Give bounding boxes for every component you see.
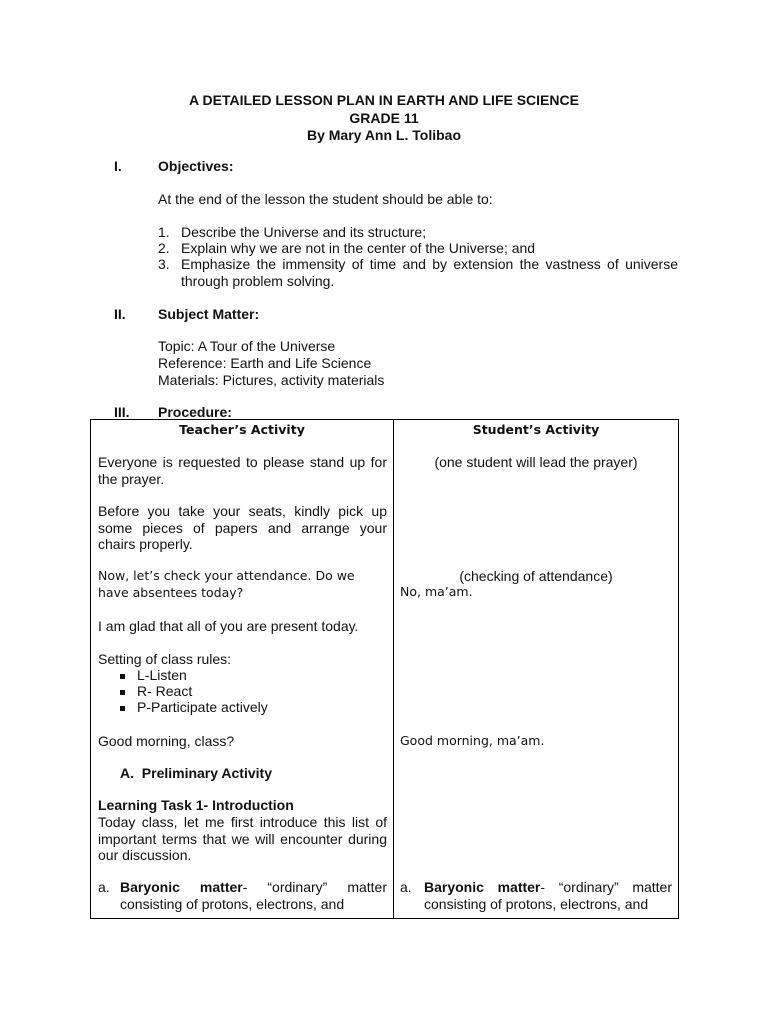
objective-number: 3.	[158, 256, 170, 272]
materials-line: Materials: Pictures, activity materials	[158, 372, 385, 388]
student-column	[394, 420, 679, 919]
topic-line: Topic: A Tour of the Universe	[158, 338, 336, 354]
objective-item: Emphasize the immensity of time and by extension the vastness of universe through problem solving.	[181, 256, 678, 289]
bullet-icon	[120, 674, 125, 679]
teacher-column-header: Teacher’s Activity	[179, 422, 305, 437]
bullet-icon	[120, 706, 125, 711]
term-description: - “ordinary” matter consisting of protons, electrons, and	[424, 879, 672, 912]
term-definition	[424, 879, 672, 912]
document-title: A DETAILED LESSON PLAN IN EARTH AND LIFE SCIENCE	[189, 92, 579, 108]
objective-item: Explain why we are not in the center of the Universe; and	[181, 240, 536, 256]
grade-label: GRADE 11	[349, 110, 419, 126]
author-line: By Mary Ann L. Tolibao	[306, 127, 461, 143]
teacher-column	[91, 420, 394, 919]
term-letter: a.	[400, 879, 412, 895]
teacher-greeting: Good morning, class?	[98, 733, 235, 749]
teacher-seats-text: Before you take your seats, kindly pick up some pieces of papers and arrange your chairs properly.	[98, 503, 387, 552]
teacher-prayer-text: Everyone is requested to please stand up for the prayer.	[98, 454, 387, 487]
procedure-table	[90, 419, 679, 919]
objective-number: 1.	[158, 224, 170, 240]
procedure-heading: Procedure:	[158, 404, 232, 420]
subject-matter-heading: Subject Matter:	[158, 306, 260, 322]
preliminary-activity-heading: A. Preliminary Activity	[120, 765, 272, 781]
term-name: Baryonic matter	[120, 879, 243, 895]
term-description: - “ordinary” matter consisting of protons, electrons, and	[120, 879, 387, 912]
objective-item: Describe the Universe and its structure;	[181, 224, 427, 240]
objectives-numeral: I.	[114, 158, 122, 174]
learning-task-title: Learning Task 1- Introduction	[98, 797, 294, 813]
class-rule-item	[120, 683, 192, 700]
student-prayer-text: (one student will lead the prayer)	[434, 454, 638, 470]
teacher-glad-text: I am glad that all of you are present today.	[98, 618, 359, 634]
objectives-heading: Objectives:	[158, 158, 234, 174]
student-attendance-check: (checking of attendance)	[459, 568, 613, 584]
term-letter: a.	[98, 879, 110, 895]
class-rule-item	[120, 667, 187, 684]
term-name: Baryonic matter	[424, 879, 541, 895]
objectives-intro: At the end of the lesson the student should be able to:	[158, 191, 493, 207]
student-column-header: Student’s Activity	[472, 422, 600, 437]
student-greeting: Good morning, ma’am.	[400, 733, 545, 748]
class-rule-label: P-Participate actively	[137, 699, 268, 715]
bullet-icon	[120, 690, 125, 695]
class-rule-item	[120, 699, 268, 716]
objective-number: 2.	[158, 240, 170, 256]
subject-matter-numeral: II.	[114, 306, 126, 322]
class-rules-heading: Setting of class rules:	[98, 651, 232, 667]
procedure-numeral: III.	[114, 404, 130, 420]
teacher-attendance-text: Now, let’s check your attendance. Do we have absentees today?	[98, 568, 355, 600]
class-rule-label: R- React	[137, 683, 193, 699]
class-rule-label: L-Listen	[137, 667, 187, 683]
reference-line: Reference: Earth and Life Science	[158, 355, 372, 371]
learning-task-text: Today class, let me first introduce this list of important terms that we will encounter during our discussion.	[98, 814, 387, 863]
student-attendance-answer: No, ma’am.	[400, 584, 473, 599]
term-definition	[120, 879, 387, 912]
